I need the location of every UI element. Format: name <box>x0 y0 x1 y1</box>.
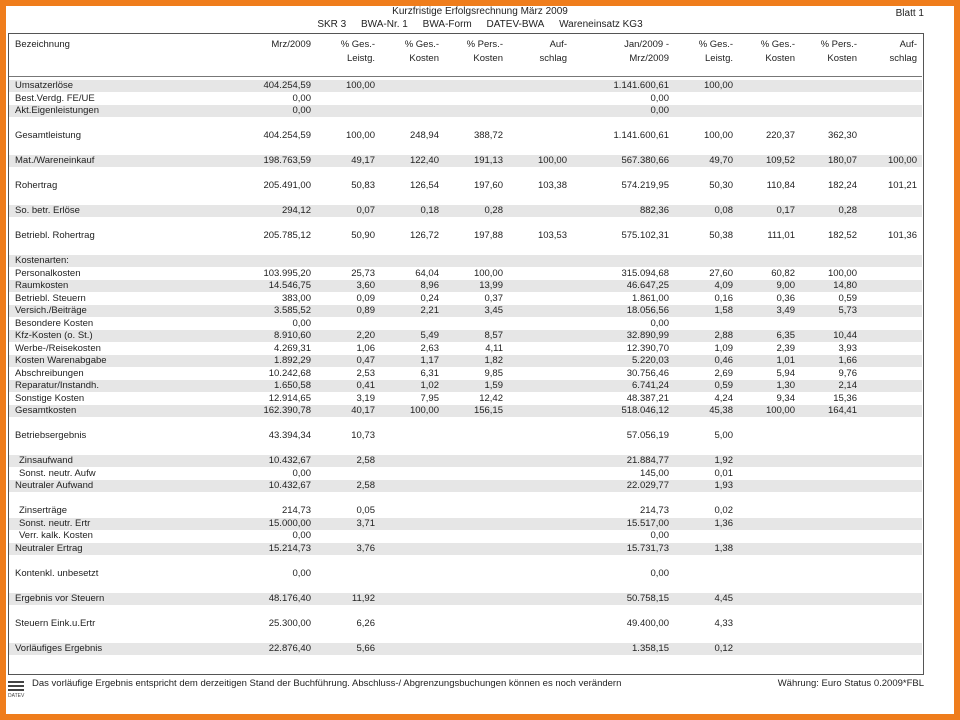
table-row <box>9 618 922 630</box>
row-value: 214,73 <box>639 505 669 516</box>
row-label: Werbe-/Reisekosten <box>15 342 101 354</box>
row-value: 50.758,15 <box>626 592 669 604</box>
row-value: 0,02 <box>714 505 733 516</box>
row-value: 2,20 <box>356 330 375 341</box>
row-value: 12.390,70 <box>626 342 669 354</box>
row-value: 9,00 <box>776 280 795 291</box>
row-value: 0,05 <box>356 505 375 516</box>
sub-skr: SKR 3 <box>317 19 347 30</box>
row-value: 50,90 <box>351 230 375 241</box>
row-value: 156,15 <box>473 405 503 416</box>
row-value: 0,17 <box>776 205 795 216</box>
row-label: Umsatzerlöse <box>15 80 74 91</box>
table-row <box>9 530 922 542</box>
row-value: 4.269,31 <box>274 342 311 354</box>
row-value: 1,58 <box>714 305 733 316</box>
table-row <box>9 505 922 517</box>
row-value: 220,37 <box>765 130 795 141</box>
row-value: 0,00 <box>292 317 311 329</box>
column-header <box>9 34 922 77</box>
row-value: 3,19 <box>356 392 375 404</box>
row-label: So. betr. Erlöse <box>15 205 80 216</box>
row-value: 162.390,78 <box>263 405 311 416</box>
row-value: 362,30 <box>827 130 857 141</box>
table-row <box>9 543 922 555</box>
row-value: 100,00 <box>473 267 503 279</box>
row-value: 0,00 <box>292 567 311 579</box>
row-value: 1,09 <box>714 342 733 354</box>
row-value: 574.219,95 <box>621 180 669 191</box>
row-value: 0,07 <box>356 205 375 216</box>
row-value: 164,41 <box>827 405 857 416</box>
row-value: 4,24 <box>714 392 733 404</box>
row-value: 64,04 <box>415 267 439 279</box>
row-value: 4,11 <box>485 342 503 354</box>
row-label: Betriebsergebnis <box>15 430 87 441</box>
row-label: Zinserträge <box>19 505 68 516</box>
row-value: 1.892,29 <box>274 355 311 366</box>
row-value: 46.647,25 <box>626 280 669 291</box>
row-value: 49.400,00 <box>626 617 669 629</box>
row-value: 100,00 <box>887 155 917 166</box>
row-label: Versich./Beiträge <box>15 305 87 316</box>
table-row <box>9 130 922 142</box>
row-value: 0,12 <box>714 642 733 654</box>
row-value: 191,13 <box>473 155 503 166</box>
row-value: 9,34 <box>776 392 795 404</box>
table-row <box>9 155 922 167</box>
row-value: 567.380,66 <box>621 155 669 166</box>
row-label: Akt.Eigenleistungen <box>15 105 99 116</box>
row-label: Ergebnis vor Steuern <box>15 592 105 604</box>
row-value: 14,80 <box>833 280 857 291</box>
sub-bwa-nr: BWA-Nr. 1 <box>361 19 408 30</box>
row-value: 32.890,99 <box>626 330 669 341</box>
row-value: 2,69 <box>714 367 733 379</box>
table-row <box>9 393 922 405</box>
row-value: 6,26 <box>356 617 375 629</box>
row-value: 1.141.600,61 <box>613 80 669 91</box>
table-row <box>9 205 922 217</box>
row-value: 6.741,24 <box>632 380 669 391</box>
sub-bwa-form: BWA-Form <box>422 19 472 30</box>
report-footer <box>6 678 954 708</box>
row-value: 0,00 <box>292 467 311 479</box>
row-value: 0,41 <box>356 380 375 391</box>
table-row <box>9 268 922 280</box>
row-value: 100,00 <box>827 267 857 279</box>
table-row <box>9 355 922 367</box>
row-label: Sonst. neutr. Ertr <box>19 517 91 529</box>
table-row <box>9 468 922 480</box>
col-label: Bezeichnung <box>15 39 70 50</box>
row-value: 0,09 <box>356 292 375 304</box>
table-row <box>9 105 922 117</box>
row-value: 1,82 <box>484 355 503 366</box>
row-value: 0,00 <box>650 317 669 329</box>
row-value: 103.995,20 <box>263 267 311 279</box>
row-label: Kontenkl. unbesetzt <box>15 567 99 579</box>
row-value: 197,88 <box>473 230 503 241</box>
row-value: 8,96 <box>420 280 439 291</box>
row-value: 2,58 <box>356 455 375 466</box>
row-value: 1,93 <box>714 480 733 491</box>
row-value: 8,57 <box>484 330 503 341</box>
row-value: 100,00 <box>409 405 439 416</box>
row-value: 0,01 <box>714 467 733 479</box>
row-label: Rohertrag <box>15 180 58 191</box>
row-value: 21.884,77 <box>626 455 669 466</box>
row-value: 518.046,12 <box>621 405 669 416</box>
row-value: 15.517,00 <box>626 517 669 529</box>
row-value: 0,37 <box>484 292 503 304</box>
row-value: 15.214,73 <box>268 542 311 554</box>
row-value: 197,60 <box>473 180 503 191</box>
row-value: 4,33 <box>714 617 733 629</box>
row-value: 1,92 <box>714 455 733 466</box>
row-value: 12.914,65 <box>268 392 311 404</box>
row-value: 0,59 <box>838 292 857 304</box>
row-value: 2,21 <box>420 305 439 316</box>
row-value: 3,93 <box>838 342 857 354</box>
table-row <box>9 455 922 467</box>
row-value: 13,99 <box>479 280 503 291</box>
row-value: 0,16 <box>714 292 733 304</box>
row-value: 7,95 <box>420 392 439 404</box>
row-value: 248,94 <box>409 130 439 141</box>
row-value: 2,63 <box>420 342 439 354</box>
row-label: Mat./Wareneinkauf <box>15 155 95 166</box>
row-value: 15,36 <box>833 392 857 404</box>
row-value: 103,53 <box>537 230 567 241</box>
row-value: 25,73 <box>351 267 375 279</box>
row-value: 101,36 <box>887 230 917 241</box>
row-value: 0,08 <box>714 205 733 216</box>
row-value: 9,85 <box>484 367 503 379</box>
row-value: 3,45 <box>484 305 503 316</box>
row-label: Kosten Warenabgabe <box>15 355 107 366</box>
row-value: 49,70 <box>709 155 733 166</box>
row-value: 25.300,00 <box>268 617 311 629</box>
row-value: 15.731,73 <box>626 542 669 554</box>
row-value: 103,38 <box>537 180 567 191</box>
row-value: 198.763,59 <box>263 155 311 166</box>
table-row <box>9 643 922 655</box>
table-row <box>9 305 922 317</box>
col-ges-kosten-2: % Ges.- Kosten <box>760 39 795 64</box>
row-value: 1.650,58 <box>274 380 311 391</box>
row-value: 205.785,12 <box>263 230 311 241</box>
col-ges-kosten: % Ges.- Kosten <box>404 39 439 64</box>
row-value: 18.056,56 <box>626 305 669 316</box>
row-value: 9,76 <box>838 367 857 379</box>
col-ges-leistg: % Ges.- Leistg. <box>340 39 375 64</box>
sub-datev-bwa: DATEV-BWA <box>486 19 545 30</box>
row-value: 575.102,31 <box>621 230 669 241</box>
table-row <box>9 180 922 192</box>
row-value: 15.000,00 <box>268 517 311 529</box>
col-aufschlag: Auf- schlag <box>539 39 567 64</box>
table-row <box>9 480 922 492</box>
row-label: Best.Verdg. FE/UE <box>15 92 95 104</box>
row-value: 100,00 <box>537 155 567 166</box>
row-value: 10.242,68 <box>268 367 311 379</box>
row-value: 50,38 <box>709 230 733 241</box>
row-value: 1,38 <box>714 542 733 554</box>
table-row <box>9 568 922 580</box>
row-value: 2,53 <box>356 367 375 379</box>
row-value: 294,12 <box>281 205 311 216</box>
row-value: 22.876,40 <box>268 642 311 654</box>
row-label: Sonstige Kosten <box>15 392 85 404</box>
col-jan-mrz: Jan/2009 - Mrz/2009 <box>624 39 669 64</box>
row-value: 145,00 <box>639 467 669 479</box>
row-value: 48.176,40 <box>268 592 311 604</box>
table-row <box>9 518 922 530</box>
col-mrz: Mrz/2009 <box>271 39 311 50</box>
row-value: 0,00 <box>650 567 669 579</box>
table-row <box>9 380 922 392</box>
row-value: 22.029,77 <box>626 480 669 491</box>
row-value: 1,01 <box>776 355 795 366</box>
table-row <box>9 405 922 417</box>
row-value: 27,60 <box>709 267 733 279</box>
row-value: 0,24 <box>420 292 439 304</box>
row-value: 3,60 <box>356 280 375 291</box>
table-row <box>9 255 922 267</box>
row-label: Sonst. neutr. Aufw <box>19 467 96 479</box>
row-value: 182,52 <box>827 230 857 241</box>
row-value: 100,00 <box>345 80 375 91</box>
row-value: 0,47 <box>356 355 375 366</box>
col-aufschlag-2: Auf- schlag <box>889 39 917 64</box>
row-value: 2,58 <box>356 480 375 491</box>
row-value: 0,89 <box>356 305 375 316</box>
row-value: 49,17 <box>351 155 375 166</box>
row-label: Verr. kalk. Kosten <box>19 530 93 541</box>
row-value: 2,14 <box>838 380 857 391</box>
row-value: 1.861,00 <box>632 292 669 304</box>
row-value: 3,71 <box>356 517 375 529</box>
table-row <box>9 93 922 105</box>
row-value: 48.387,21 <box>626 392 669 404</box>
row-value: 60,82 <box>771 267 795 279</box>
row-value: 5,73 <box>838 305 857 316</box>
row-value: 1.358,15 <box>632 642 669 654</box>
row-value: 0,36 <box>776 292 795 304</box>
row-value: 6,31 <box>420 367 439 379</box>
row-label: Neutraler Ertrag <box>15 542 83 554</box>
row-value: 2,88 <box>714 330 733 341</box>
row-value: 10.432,67 <box>268 455 311 466</box>
row-label: Kfz-Kosten (o. St.) <box>15 330 93 341</box>
row-label: Reparatur/Instandh. <box>15 380 99 391</box>
row-value: 0,28 <box>484 205 503 216</box>
row-value: 3,76 <box>356 542 375 554</box>
row-value: 214,73 <box>281 505 311 516</box>
row-value: 45,38 <box>709 405 733 416</box>
row-value: 0,00 <box>292 530 311 541</box>
row-value: 111,01 <box>767 230 795 241</box>
table-row <box>9 318 922 330</box>
table-row <box>9 330 922 342</box>
row-value: 30.756,46 <box>626 367 669 379</box>
row-value: 109,52 <box>765 155 795 166</box>
table-row <box>9 230 922 242</box>
row-value: 1.141.600,61 <box>613 130 669 141</box>
row-value: 0,59 <box>714 380 733 391</box>
row-label: Betriebl. Steuern <box>15 292 86 304</box>
row-value: 404.254,59 <box>263 80 311 91</box>
row-value: 10,44 <box>833 330 857 341</box>
row-label: Raumkosten <box>15 280 69 291</box>
row-value: 5,66 <box>356 642 375 654</box>
row-value: 1,06 <box>356 342 375 354</box>
row-value: 1,17 <box>420 355 439 366</box>
row-value: 2,39 <box>776 342 795 354</box>
table-row <box>9 280 922 292</box>
row-value: 205.491,00 <box>263 180 311 191</box>
row-value: 110,84 <box>766 180 795 191</box>
row-label: Steuern Eink.u.Ertr <box>15 617 96 629</box>
col-pers-kosten: % Pers.- Kosten <box>466 39 503 64</box>
row-label: Vorläufiges Ergebnis <box>15 642 103 654</box>
row-value: 5.220,03 <box>632 355 669 366</box>
row-label: Personalkosten <box>15 267 81 279</box>
row-value: 388,72 <box>473 130 503 141</box>
row-value: 1,36 <box>714 517 733 529</box>
row-value: 3.585,52 <box>274 305 311 316</box>
row-value: 0,28 <box>838 205 857 216</box>
row-value: 14.546,75 <box>268 280 311 291</box>
row-value: 182,24 <box>827 180 857 191</box>
table-row <box>9 368 922 380</box>
row-value: 0,46 <box>714 355 733 366</box>
row-value: 6,35 <box>776 330 795 341</box>
row-label: Betriebl. Rohertrag <box>15 230 95 241</box>
row-value: 12,42 <box>479 392 503 404</box>
row-value: 126,72 <box>409 230 439 241</box>
row-value: 126,54 <box>409 180 439 191</box>
row-value: 100,00 <box>703 80 733 91</box>
row-label: Gesamtkosten <box>15 405 77 416</box>
row-value: 0,00 <box>292 92 311 104</box>
row-label: Zinsaufwand <box>19 455 73 466</box>
footer-currency-status: Währung: Euro Status 0.2009*FBL <box>777 678 924 689</box>
row-value: 101,21 <box>887 180 917 191</box>
row-label: Besondere Kosten <box>15 317 94 329</box>
row-value: 0,00 <box>650 530 669 541</box>
row-value: 5,00 <box>714 430 733 441</box>
table-row <box>9 293 922 305</box>
row-value: 0,00 <box>650 105 669 116</box>
table-row <box>9 430 922 442</box>
row-value: 0,00 <box>650 92 669 104</box>
row-value: 50,83 <box>351 180 375 191</box>
datev-logo-icon: DATEV <box>8 680 24 706</box>
row-value: 1,30 <box>776 380 795 391</box>
col-ges-leistg-2: % Ges.- Leistg. <box>698 39 733 64</box>
row-label: Kostenarten: <box>15 255 69 266</box>
row-label: Gesamtleistung <box>15 130 82 141</box>
row-label: Abschreibungen <box>15 367 84 379</box>
row-value: 100,00 <box>703 130 733 141</box>
row-value: 100,00 <box>345 130 375 141</box>
row-value: 10.432,67 <box>268 480 311 491</box>
row-value: 8.910,60 <box>274 330 311 341</box>
row-value: 1,02 <box>420 380 439 391</box>
row-value: 4,45 <box>714 592 733 604</box>
footer-note: Das vorläufige Ergebnis entspricht dem derzeitigen Stand der Buchführung. Abschluss-/ Abgrenzungsbuchungen können es noch verändern <box>32 678 622 689</box>
row-value: 383,00 <box>281 292 311 304</box>
row-label: Neutraler Aufwand <box>15 480 94 491</box>
row-value: 1,66 <box>838 355 857 366</box>
sub-wareneinsatz: Wareneinsatz KG3 <box>559 19 643 30</box>
row-value: 4,09 <box>714 280 733 291</box>
col-pers-kosten-2: % Pers.- Kosten <box>820 39 857 64</box>
row-value: 100,00 <box>765 405 795 416</box>
report-title: Kurzfristige Erfolgsrechnung März 2009 <box>392 6 568 17</box>
row-value: 3,49 <box>776 305 795 316</box>
table-row <box>9 343 922 355</box>
row-value: 50,30 <box>709 180 733 191</box>
row-value: 180,07 <box>827 155 857 166</box>
row-value: 315.094,68 <box>621 267 669 279</box>
row-value: 40,17 <box>351 405 375 416</box>
row-value: 122,40 <box>409 155 439 166</box>
row-value: 43.394,34 <box>268 430 311 441</box>
table-row <box>9 593 922 605</box>
row-value: 5,94 <box>776 367 795 379</box>
row-value: 0,00 <box>292 105 311 116</box>
row-value: 404.254,59 <box>263 130 311 141</box>
sheet-number: Blatt 1 <box>895 8 924 19</box>
row-value: 57.056,19 <box>626 430 669 441</box>
report-subheader <box>6 19 954 30</box>
row-value: 0,18 <box>420 205 439 216</box>
row-value: 882,36 <box>639 205 669 216</box>
row-value: 10,73 <box>351 430 375 441</box>
row-value: 1,59 <box>484 380 503 391</box>
row-value: 5,49 <box>420 330 439 341</box>
table-row <box>9 80 922 92</box>
row-value: 11,92 <box>351 592 375 604</box>
